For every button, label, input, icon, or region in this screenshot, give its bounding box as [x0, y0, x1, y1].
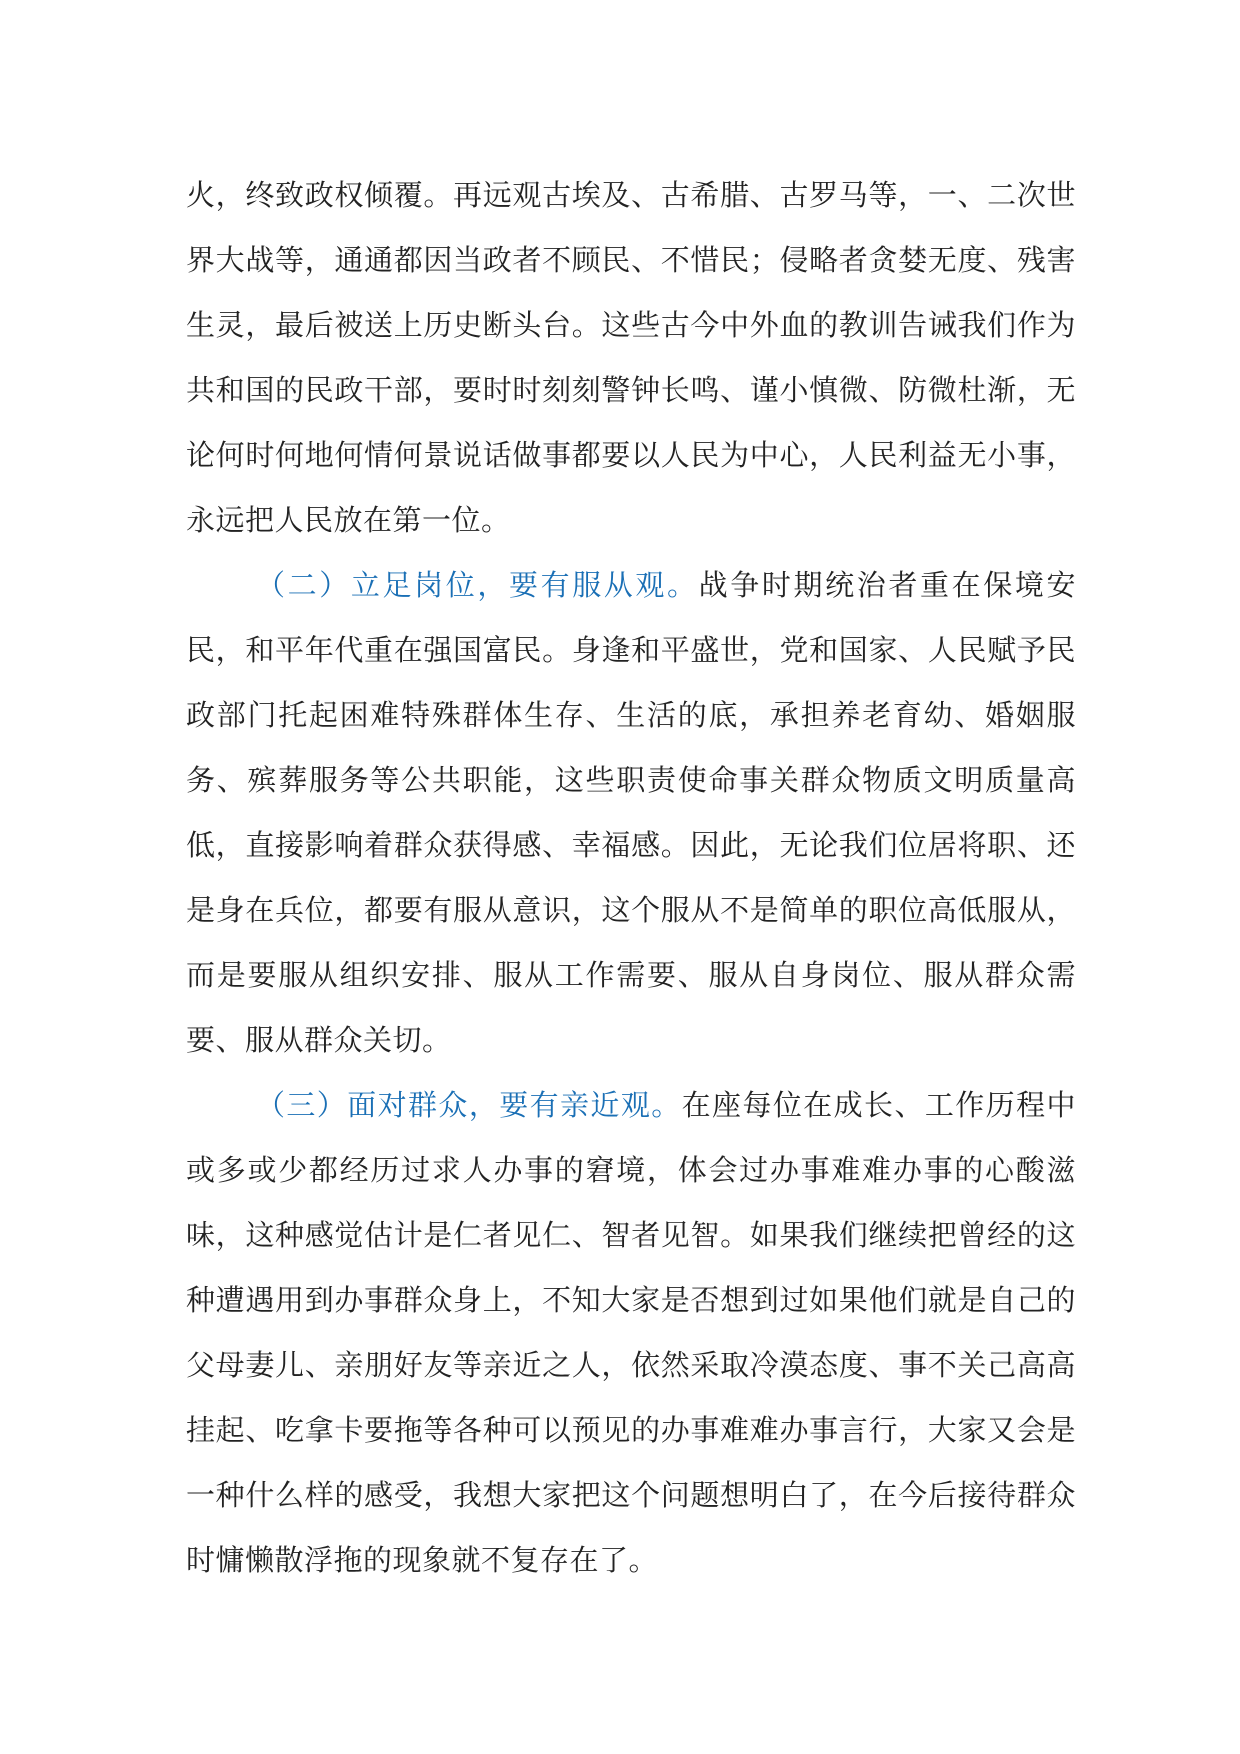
paragraph-continuation: [186, 163, 1076, 553]
document-body: [186, 163, 1076, 1593]
paragraph-body: 战争时期统治者重在保境安民，和平年代重在强国富民。身逢和平盛世，党和国家、人民赋予民政部门托起困难特殊群体生存、生活的底，承担养老育幼、婚姻服务、殡葬服务等公共职能，这些职责使命事关群众物质文明质量高低，直接影响着群众获得感、幸福感。因此，无论我们位居将职、还是身在兵位，都要有服从意识，这个服从不是简单的职位高低服从，而是要服从组织安排、服从工作需要、服从自身岗位、服从群众需要、服从群众关切。: [186, 568, 1076, 1057]
section-heading: （二）立足岗位，要有服从观。: [256, 568, 699, 602]
paragraph-body: 在座每位在成长、工作历程中或多或少都经历过求人办事的窘境，体会过办事难难办事的心酸滋味，这种感觉估计是仁者见仁、智者见智。如果我们继续把曾经的这种遭遇用到办事群众身上，不知大家是否想到过如果他们就是自己的父母妻儿、亲朋好友等亲近之人，依然采取冷漠态度、事不关己高高挂起、吃拿卡要拖等各种可以预见的办事难难办事言行，大家又会是一种什么样的感受，我想大家把这个问题想明白了，在今后接待群众时慵懒散浮拖的现象就不复存在了。: [186, 1088, 1076, 1577]
paragraph-section-3: [186, 1073, 1076, 1593]
paragraph-body: 火，终致政权倾覆。再远观古埃及、古希腊、古罗马等，一、二次世界大战等，通通都因当政者不顾民、不惜民；侵略者贪婪无度、残害生灵，最后被送上历史断头台。这些古今中外血的教训告诫我们作为共和国的民政干部，要时时刻刻警钟长鸣、谨小慎微、防微杜渐，无论何时何地何情何景说话做事都要以人民为中心，人民利益无小事，永远把人民放在第一位。: [186, 178, 1076, 537]
paragraph-section-2: [186, 553, 1076, 1073]
section-heading: （三）面对群众，要有亲近观。: [256, 1088, 682, 1122]
